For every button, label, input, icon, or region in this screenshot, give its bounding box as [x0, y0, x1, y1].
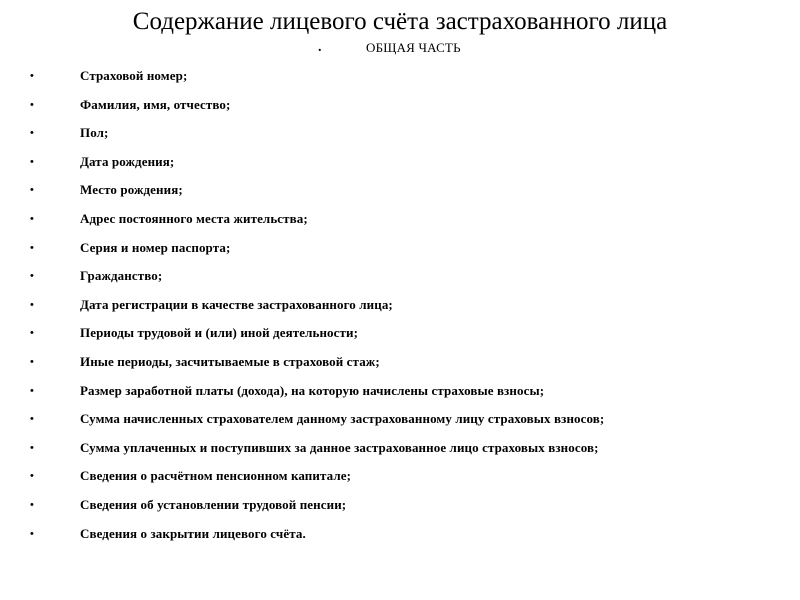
bullet-icon: •: [30, 498, 34, 511]
page-title: Содержание лицевого счёта застрахованного лица: [132, 8, 668, 35]
bullet-icon: •: [30, 355, 34, 368]
list-item: [0, 236, 800, 265]
list-item-text: Страховой номер;: [80, 68, 188, 83]
bullet-icon: •: [30, 270, 34, 283]
list-item: [0, 150, 800, 179]
bullet-icon: •: [30, 470, 34, 483]
item-list: [0, 64, 800, 550]
list-item-text: Сумма начисленных страхователем данному застрахованному лицу страховых взносов;: [80, 411, 605, 427]
list-item-text: Периоды трудовой и (или) иной деятельности;: [80, 325, 359, 341]
list-item-text: Дата регистрации в качестве застрахованного лица;: [80, 296, 393, 312]
list-item-text: Пол;: [80, 125, 109, 141]
list-item: [0, 207, 800, 236]
list-item: [0, 464, 800, 493]
list-item-text: Сведения об установлении трудовой пенсии;: [80, 496, 347, 512]
list-item-text: Серия и номер паспорта;: [80, 239, 231, 255]
list-item: [0, 493, 800, 522]
list-item: [0, 350, 800, 379]
bullet-icon: •: [30, 70, 34, 82]
bullet-icon: •: [30, 441, 34, 454]
list-item-text: Фамилия, имя, отчество;: [80, 96, 231, 112]
list-item: [0, 436, 800, 465]
section-heading: [0, 39, 800, 59]
bullet-icon: •: [30, 98, 34, 111]
bullet-icon: •: [30, 384, 34, 397]
list-item-text: Дата рождения;: [80, 153, 175, 169]
list-item-text: Гражданство;: [80, 268, 163, 284]
list-item: [0, 121, 800, 150]
list-item: [0, 321, 800, 350]
list-item: [0, 93, 800, 122]
list-item-text: Сведения о закрытии лицевого счёта.: [80, 525, 306, 541]
list-item: [0, 407, 800, 436]
list-item: [0, 522, 800, 551]
list-item: [0, 64, 800, 93]
bullet-icon: •: [30, 413, 34, 426]
list-item-text: Сведения о расчётном пенсионном капитале;: [80, 468, 352, 484]
section-heading-bullet: .: [318, 40, 322, 55]
bullet-icon: •: [30, 127, 34, 140]
list-item-text: Сумма уплаченных и поступивших за данное застрахованное лицо страховых взносов;: [80, 439, 599, 455]
bullet-icon: •: [30, 155, 34, 168]
bullet-icon: •: [30, 527, 34, 540]
list-item: [0, 379, 800, 408]
section-heading-text: ОБЩАЯ ЧАСТЬ: [366, 40, 461, 55]
list-item: [0, 264, 800, 293]
bullet-icon: •: [30, 241, 34, 254]
bullet-icon: •: [30, 327, 34, 340]
list-item-text: Адрес постоянного места жительства;: [80, 210, 308, 226]
list-item: [0, 178, 800, 207]
list-item-text: Иные периоды, засчитываемые в страховой стаж;: [80, 353, 380, 369]
bullet-icon: •: [30, 298, 34, 311]
list-item-text: Размер заработной платы (дохода), на которую начислены страховые взносы;: [80, 382, 545, 398]
bullet-icon: •: [30, 184, 34, 197]
list-item-text: Место рождения;: [80, 182, 183, 198]
list-item: [0, 293, 800, 322]
bullet-icon: •: [30, 212, 34, 225]
